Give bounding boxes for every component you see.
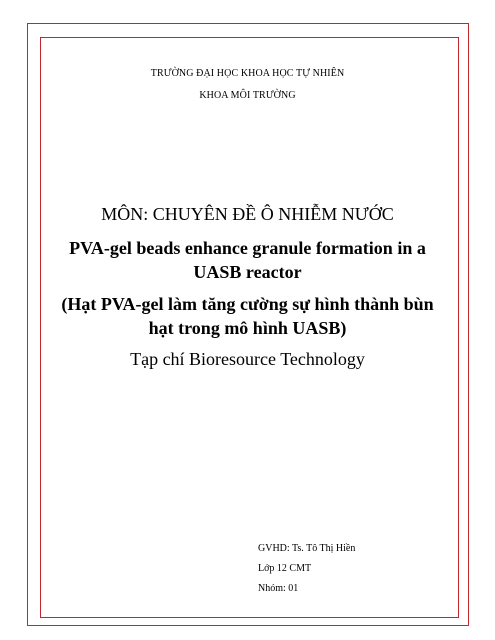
vietnamese-title: (Hạt PVA-gel làm tăng cường sự hình thành bùn hạt trong mô hình UASB) bbox=[61, 294, 434, 338]
subject-title: MÔN: CHUYÊN ĐỀ Ô NHIỄM NƯỚC bbox=[101, 204, 394, 224]
faculty-name: KHOA MÔI TRƯỜNG bbox=[199, 90, 296, 101]
journal-name: Tạp chí Bioresource Technology bbox=[130, 349, 365, 369]
english-title: PVA-gel beads enhance granule formation in a UASB reactor bbox=[69, 238, 426, 282]
group-info: Nhóm: 01 bbox=[258, 583, 299, 594]
instructor-info: GVHD: Ts. Tô Thị Hiền bbox=[258, 543, 356, 554]
university-name: TRƯỜNG ĐẠI HỌC KHOA HỌC TỰ NHIÊN bbox=[150, 68, 345, 79]
class-info: Lớp 12 CMT bbox=[258, 563, 312, 574]
